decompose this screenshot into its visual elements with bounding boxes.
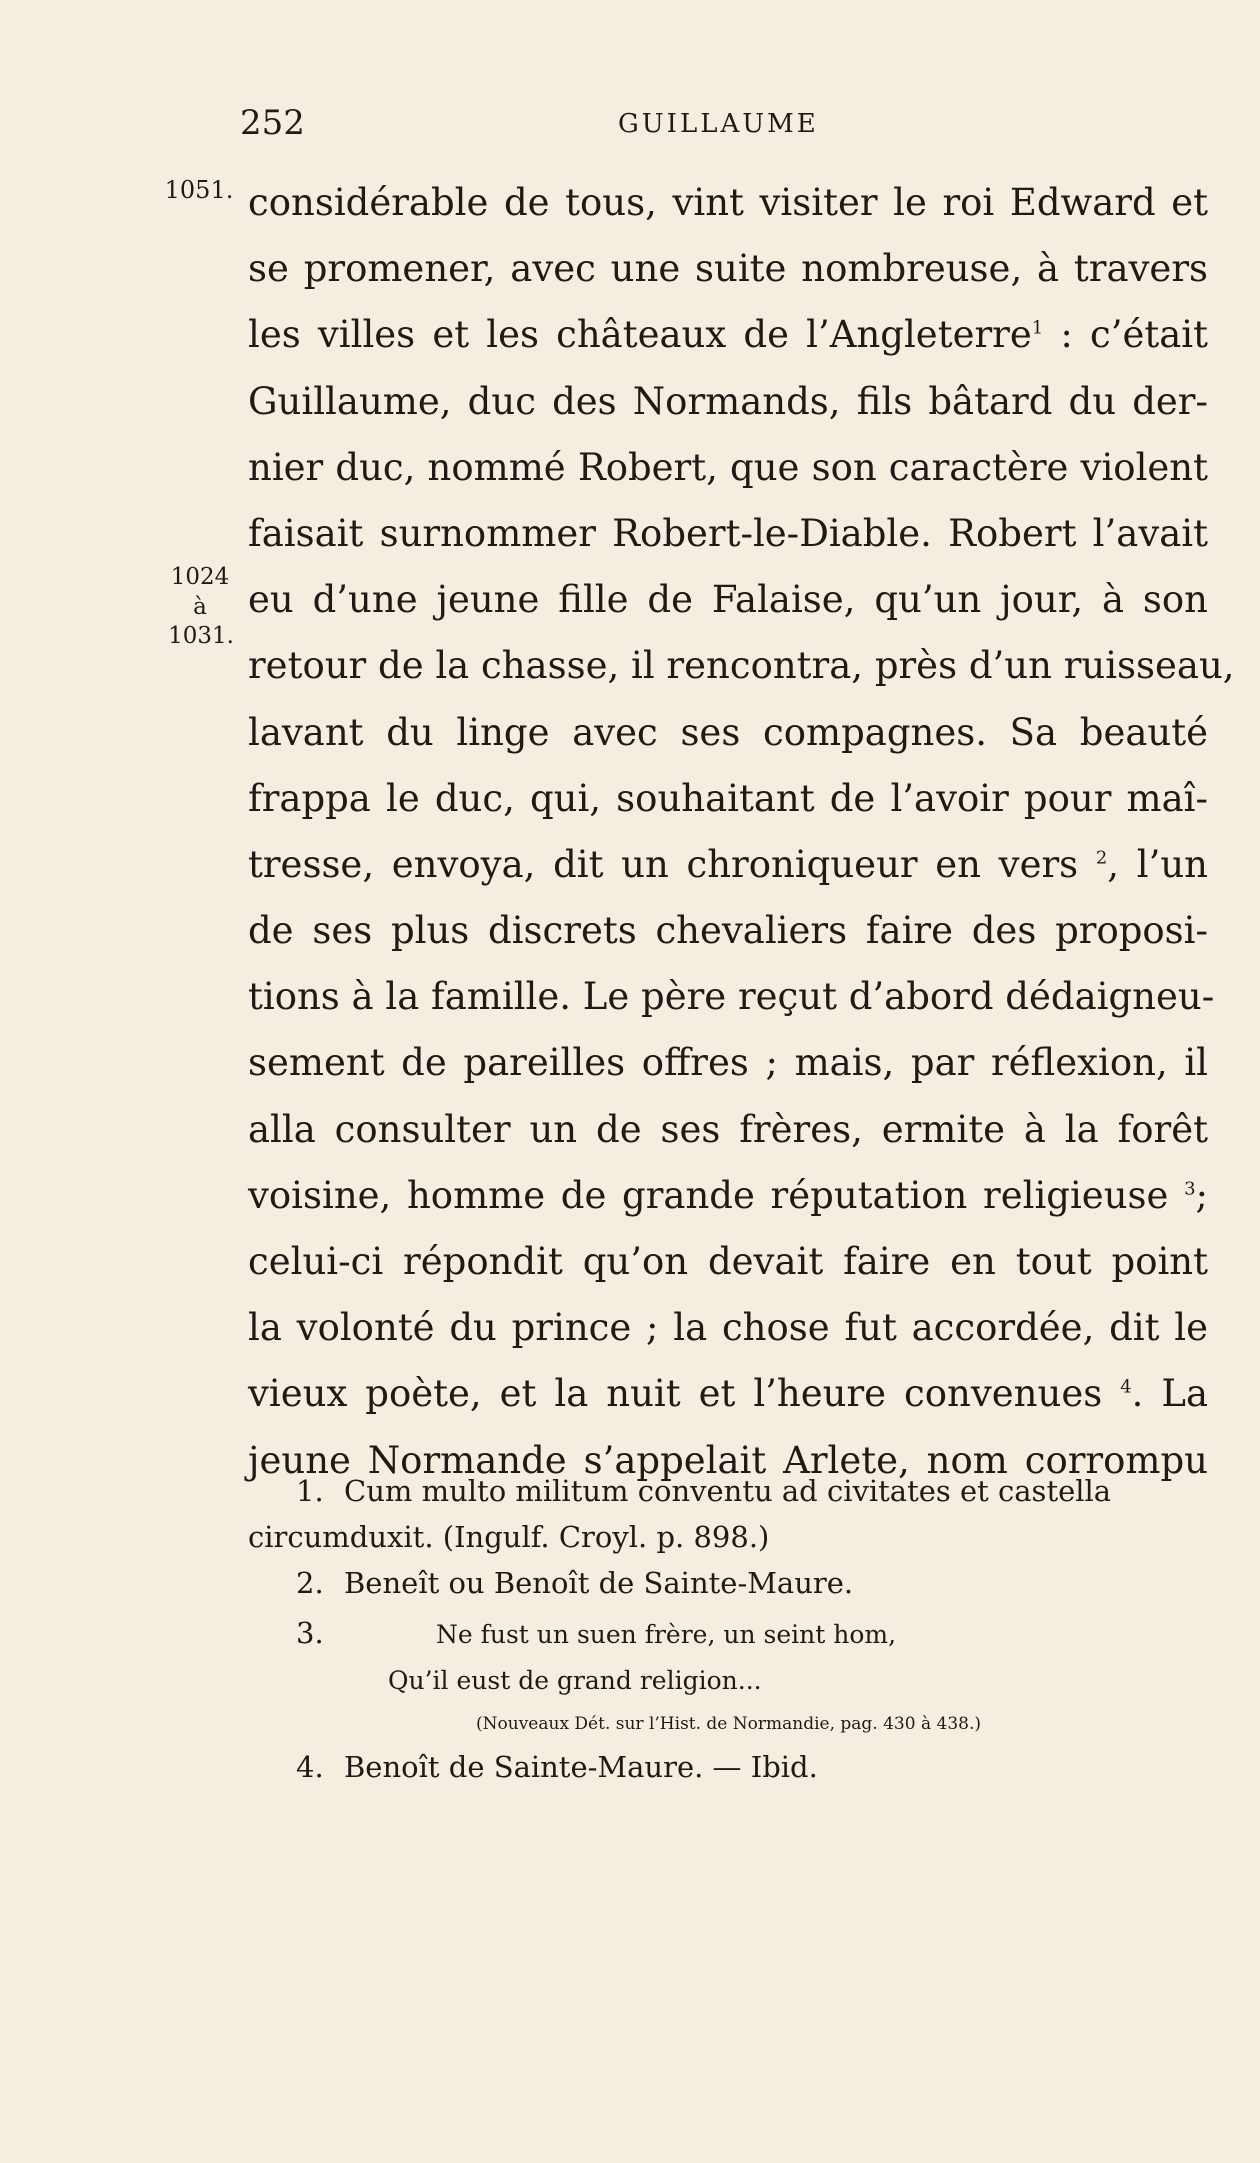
- text-line: celui-ci répondit qu’on devait faire en tout point: [248, 1240, 1208, 1283]
- text-line: faisait surnommer Robert-le-Diable. Robert l’avait: [248, 511, 1208, 555]
- text-line: sement de pareilles offres ; mais, par réflexion, il: [248, 1041, 1208, 1085]
- text-line-part: les villes et les châteaux de l’Angleterre: [248, 313, 1032, 357]
- text-line: [248, 1163, 1208, 1229]
- footnote-number: 4.: [296, 1750, 324, 1784]
- footnote-2: [248, 1560, 1208, 1606]
- footnote-number: 3.: [296, 1616, 324, 1650]
- text-line: eu d’une jeune fille de Falaise, qu’un jour, à son: [248, 578, 1208, 622]
- text-line-part: voisine, homme de grande réputation religieuse: [248, 1173, 1169, 1217]
- text-line: frappa le duc, qui, souhaitant de l’avoir pour maî-: [248, 776, 1208, 820]
- text-line-part: . La: [1131, 1372, 1209, 1416]
- text-line: retour de la chasse, il rencontra, près d’un ruisseau,: [248, 644, 1235, 688]
- margin-date-1031: 1031.: [168, 623, 234, 649]
- footnote-ref-1[interactable]: 1: [1031, 318, 1044, 340]
- text-line: se promener, avec une suite nombreuse, à travers: [248, 247, 1208, 291]
- margin-date-a: à: [193, 594, 207, 620]
- text-line: nier duc, nommé Robert, que son caractère violent: [248, 445, 1208, 489]
- text-line: alla consulter un de ses frères, ermite à la forêt: [248, 1107, 1208, 1151]
- footnote-text: Beneît ou Benoît de Sainte-Maure.: [344, 1566, 854, 1600]
- text-line: la volonté du prince ; la chose fut accordée, dit le: [248, 1306, 1208, 1350]
- footnote-text: Cum multo militum conventu ad civitates et castella: [344, 1474, 1112, 1508]
- footnote-3: [248, 1610, 1208, 1658]
- text-line-part: ;: [1195, 1173, 1209, 1217]
- text-line: de ses plus discrets chevaliers faire des proposi-: [248, 909, 1208, 953]
- main-text: [248, 170, 1235, 1494]
- margin-date-1051: 1051.: [164, 176, 234, 204]
- text-line: [248, 302, 1208, 368]
- text-line: [248, 832, 1208, 898]
- margin-date-1024: 1024: [170, 564, 230, 590]
- footnote-text: circumduxit. (Ingulf. Croyl. p. 898.): [248, 1520, 770, 1554]
- footnote-verse: Ne fust un suen frère, un seint hom,: [436, 1620, 897, 1649]
- text-line: jeune Normande s’appelait Arlete, nom corrompu: [248, 1438, 1208, 1482]
- footnote-source: (Nouveaux Dét. sur l’Hist. de Normandie, pag. 430 à 438.): [476, 1714, 981, 1734]
- text-line-part: , l’un: [1107, 842, 1208, 886]
- text-line: lavant du linge avec ses compagnes. Sa beauté: [248, 710, 1208, 754]
- footnote-1: [248, 1468, 1208, 1560]
- footnote-4: [248, 1744, 1208, 1790]
- text-line: [248, 1361, 1208, 1427]
- footnote-number: 2.: [296, 1566, 324, 1600]
- footnote-verse: Qu’il eust de grand religion...: [388, 1666, 762, 1695]
- page-number: 252: [240, 103, 305, 143]
- text-line-part: tresse, envoya, dit un chroniqueur en vers: [248, 842, 1079, 886]
- running-title: GUILLAUME: [618, 109, 819, 139]
- text-line: Guillaume, duc des Normands, fils bâtard du der-: [248, 379, 1208, 423]
- footnote-ref-2[interactable]: 2: [1095, 847, 1108, 869]
- page-header: [0, 103, 1260, 143]
- text-line-part: : c’était: [1060, 313, 1208, 357]
- text-line-part: vieux poète, et la nuit et l’heure convenues: [248, 1372, 1103, 1416]
- footnote-ref-4[interactable]: 4: [1120, 1377, 1132, 1399]
- text-line: tions à la famille. Le père reçut d’abord dédaigneu-: [248, 975, 1215, 1019]
- text-line: considérable de tous, vint visiter le roi Edward et: [248, 181, 1208, 224]
- footnote-text: Benoît de Sainte-Maure. — Ibid.: [344, 1750, 818, 1784]
- footnotes: [248, 1468, 1208, 1790]
- footnote-ref-3[interactable]: 3: [1184, 1178, 1196, 1200]
- footnote-number: 1.: [296, 1474, 324, 1508]
